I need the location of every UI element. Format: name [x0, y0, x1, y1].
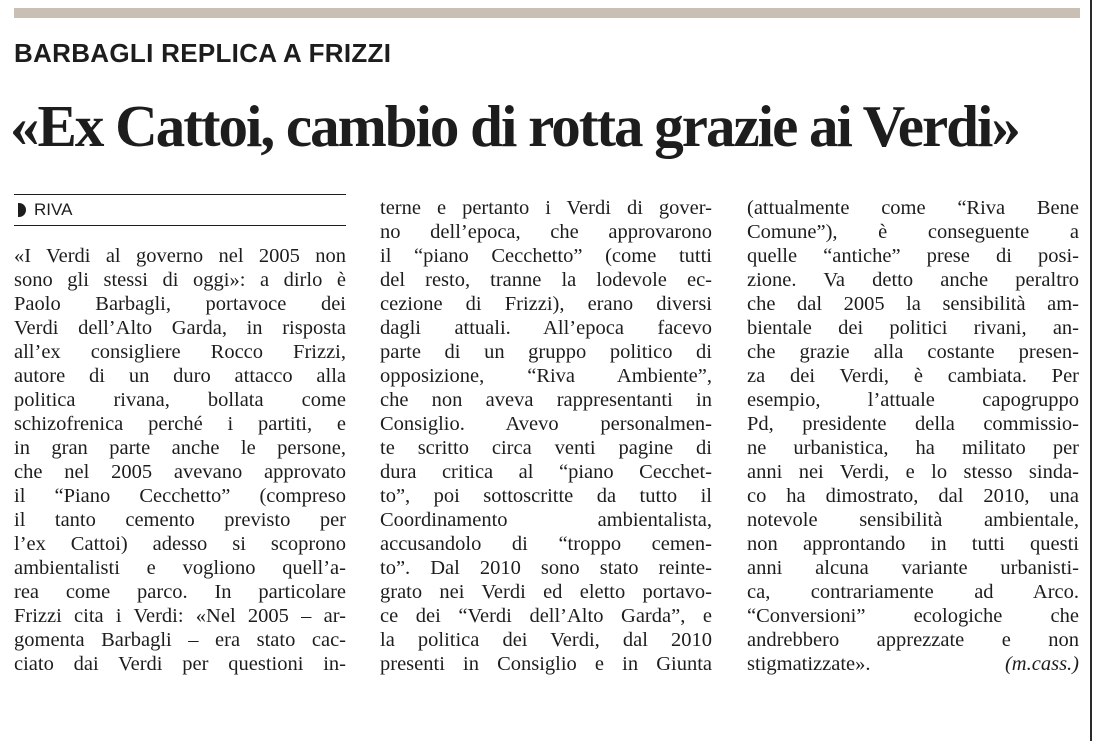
body-text-line: Comune”), è conseguente a [747, 221, 1079, 243]
body-column-3 [747, 196, 1079, 676]
body-text-line: in gran parte anche le persone, [14, 437, 346, 459]
body-column-1 [14, 244, 346, 676]
article-final-line [747, 652, 1079, 676]
body-text-line: zione. Va detto anche peraltro [747, 269, 1079, 291]
body-text-line: te scritto circa venti pagine di [380, 437, 712, 459]
body-text-line: bientale dei politici rivani, an- [747, 317, 1079, 339]
body-text-line: ca, contrariamente ad Arco. [747, 581, 1079, 603]
body-text-line: gomenta Barbagli – era stato cac- [14, 629, 346, 651]
body-text-line: presenti in Consiglio e in Giunta [380, 653, 712, 675]
body-text-line: Pd, presidente della commissio- [747, 413, 1079, 435]
article-headline: «Ex Cattoi, cambio di rotta grazie ai Verdi» [10, 93, 1019, 159]
body-text-line: il “piano Cecchetto” (come tutti [380, 245, 712, 267]
body-text-line: autore di un duro attacco alla [14, 365, 346, 387]
body-text-line: “Conversioni” ecologiche che [747, 605, 1079, 627]
body-text-line: non approntando in tutti questi [747, 533, 1079, 555]
body-text-line: anni nei Verdi, e lo stesso sinda- [747, 461, 1079, 483]
body-text-line: Frizzi cita i Verdi: «Nel 2005 – ar- [14, 605, 346, 627]
body-text-line: to”, poi sottoscritte da tutto il [380, 485, 712, 507]
page-edge-rule [1090, 0, 1092, 741]
body-text-line: la politica dei Verdi, dal 2010 [380, 629, 712, 651]
dateline [14, 194, 346, 226]
body-text-line: «I Verdi al governo nel 2005 non [14, 245, 346, 267]
body-text-line: grato nei Verdi ed eletto portavo- [380, 581, 712, 603]
body-text-line: ne urbanistica, ha militato per [747, 437, 1079, 459]
body-text-line: che nel 2005 avevano approvato [14, 461, 346, 483]
body-text-line: che grazie alla costante presen- [747, 341, 1079, 363]
author-signature: (m.cass.) [1004, 653, 1079, 675]
body-text-line: dagli attuali. All’epoca facevo [380, 317, 712, 339]
body-text-line: to”. Dal 2010 sono stato reinte- [380, 557, 712, 579]
top-color-bar [14, 8, 1080, 18]
body-text-line: Verdi dell’Alto Garda, in risposta [14, 317, 346, 339]
body-text-line: terne e pertanto i Verdi di gover- [380, 197, 712, 219]
body-text-line: il “Piano Cecchetto” (compreso [14, 485, 346, 507]
body-text-line: andrebbero apprezzate e non [747, 629, 1079, 651]
body-column-2 [380, 196, 712, 676]
body-text-line: il tanto cemento previsto per [14, 509, 346, 531]
body-text-line: (attualmente come “Riva Bene [747, 197, 1079, 219]
body-text-line: che non aveva rappresentanti in [380, 389, 712, 411]
body-text-line: quelle “antiche” prese di posi- [747, 245, 1079, 267]
body-text-line: che dal 2005 la sensibilità am- [747, 293, 1079, 315]
body-text-line: za dei Verdi, è cambiata. Per [747, 365, 1079, 387]
body-text-line: ciato dai Verdi per questioni in- [14, 653, 346, 675]
body-text-line: no dell’epoca, che approvarono [380, 221, 712, 243]
body-text-line: ambientalisti e vogliono quell’a- [14, 557, 346, 579]
body-text-line: notevole sensibilità ambientale, [747, 509, 1079, 531]
body-text-line: all’ex consigliere Rocco Frizzi, [14, 341, 346, 363]
body-text-line: stigmatizzate». [747, 653, 871, 675]
body-text-line: l’ex Cattoi) adesso si scoprono [14, 533, 346, 555]
body-text-line: parte di un gruppo politico di [380, 341, 712, 363]
body-text-line: ce dei “Verdi dell’Alto Garda”, e [380, 605, 712, 627]
half-circle-marker-icon [18, 203, 26, 217]
body-text-line: Paolo Barbagli, portavoce dei [14, 293, 346, 315]
body-text-line: opposizione, “Riva Ambiente”, [380, 365, 712, 387]
dateline-label: RIVA [34, 200, 73, 219]
body-text-line: dura critica al “piano Cecchet- [380, 461, 712, 483]
body-text-line: schizofrenica perché i partiti, e [14, 413, 346, 435]
body-text-line: Consiglio. Avevo personalmen- [380, 413, 712, 435]
body-text-line: Coordinamento ambientalista, [380, 509, 712, 531]
body-text-line: co ha dimostrato, dal 2010, una [747, 485, 1079, 507]
body-text-line: esempio, l’attuale capogruppo [747, 389, 1079, 411]
body-text-line: rea come parco. In particolare [14, 581, 346, 603]
body-text-line: anni alcuna variante urbanisti- [747, 557, 1079, 579]
body-text-line: accusandolo di “troppo cemen- [380, 533, 712, 555]
article-kicker: BARBAGLI REPLICA A FRIZZI [14, 38, 392, 68]
body-text-line: cezione di Frizzi), erano diversi [380, 293, 712, 315]
body-text-line: politica rivana, bollata come [14, 389, 346, 411]
body-text-line: del resto, tranne la lodevole ec- [380, 269, 712, 291]
body-text-line: sono gli stessi di oggi»: a dirlo è [14, 269, 346, 291]
